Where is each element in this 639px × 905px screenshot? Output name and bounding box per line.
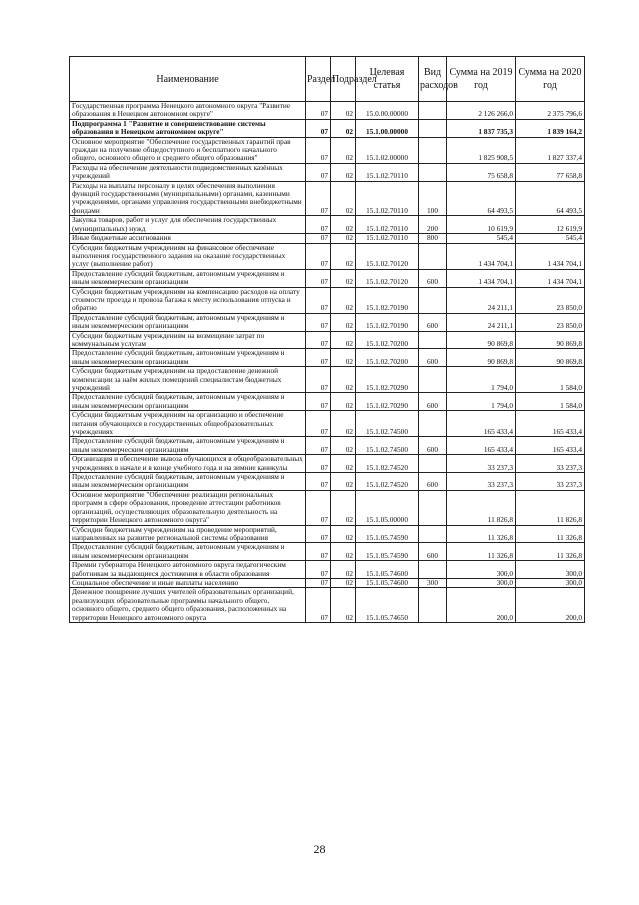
cell-name: Основное мероприятие "Обеспечение государственных гарантий прав граждан на получение общедоступного и бесплатного начального общего, основного общего и среднего общего образования" xyxy=(70,137,306,163)
table-row xyxy=(70,525,585,543)
cell-podrazdel: 02 xyxy=(331,102,356,120)
cell-sum-2020: 1 434 704,1 xyxy=(516,269,585,287)
cell-name: Предоставление субсидий бюджетным, автономным учреждениям и иным некоммерческим организациям xyxy=(70,349,306,367)
cell-podrazdel: 02 xyxy=(331,525,356,543)
cell-vid xyxy=(419,561,447,579)
cell-sum-2020: 90 869,8 xyxy=(516,349,585,367)
cell-vid xyxy=(419,588,447,623)
cell-sum-2019: 10 619,9 xyxy=(447,216,516,234)
cell-name: Предоставление субсидий бюджетным, автономным учреждениям и иным некоммерческим организациям xyxy=(70,543,306,561)
cell-target: 15.1.02.70200 xyxy=(356,331,419,349)
cell-razdel: 07 xyxy=(306,588,331,623)
cell-sum-2020: 33 237,3 xyxy=(516,455,585,473)
cell-target: 15.1.02.70120 xyxy=(356,243,419,269)
cell-name: Субсидии бюджетным учреждениям на финансовое обеспечение выполнения государственного задания на оказание государственных услуг (выполнение работ) xyxy=(70,243,306,269)
table-row xyxy=(70,163,585,181)
cell-name: Подпрограмма 1 "Развитие и совершенствование системы образования в Ненецком автономном округе" xyxy=(70,119,306,137)
cell-name: Расходы на выплаты персоналу в целях обеспечения выполнения функций государственными (муниципальными) органами, казенными учреждениями, органами управления государственными внебюджетными фондами xyxy=(70,181,306,216)
cell-razdel: 07 xyxy=(306,490,331,525)
cell-vid xyxy=(419,163,447,181)
cell-podrazdel: 02 xyxy=(331,119,356,137)
cell-target: 15.1.02.70190 xyxy=(356,287,419,313)
cell-target: 15.1.05.00000 xyxy=(356,490,419,525)
cell-target: 15.1.02.74500 xyxy=(356,411,419,437)
cell-vid xyxy=(419,287,447,313)
cell-sum-2019: 24 211,1 xyxy=(447,313,516,331)
cell-name: Предоставление субсидий бюджетным, автономным учреждениям и иным некоммерческим организациям xyxy=(70,473,306,491)
cell-podrazdel: 02 xyxy=(331,367,356,393)
cell-vid xyxy=(419,137,447,163)
table-row xyxy=(70,411,585,437)
cell-target: 15.1.02.70290 xyxy=(356,393,419,411)
cell-vid xyxy=(419,455,447,473)
table-row xyxy=(70,331,585,349)
cell-vid: 600 xyxy=(419,269,447,287)
cell-sum-2020: 545,4 xyxy=(516,234,585,243)
table-row xyxy=(70,137,585,163)
cell-vid: 800 xyxy=(419,234,447,243)
cell-name: Субсидии бюджетным учреждениям на организацию и обеспечение питания обучающихся в государственных общеобразовательных учреждениях xyxy=(70,411,306,437)
cell-razdel: 07 xyxy=(306,543,331,561)
cell-sum-2019: 75 658,8 xyxy=(447,163,516,181)
table-row xyxy=(70,181,585,216)
table-row xyxy=(70,102,585,120)
cell-sum-2020: 2 375 796,6 xyxy=(516,102,585,120)
cell-sum-2020: 64 493,5 xyxy=(516,181,585,216)
cell-target: 15.1.02.00000 xyxy=(356,137,419,163)
cell-razdel: 07 xyxy=(306,181,331,216)
cell-name: Предоставление субсидий бюджетным, автономным учреждениям и иным некоммерческим организациям xyxy=(70,269,306,287)
cell-razdel: 07 xyxy=(306,163,331,181)
cell-sum-2020: 300,0 xyxy=(516,561,585,579)
cell-name: Социальное обеспечение и иные выплаты населению xyxy=(70,578,306,587)
cell-name: Организация и обеспечение вывоза обучающихся в общеобразовательных учреждениях в начале и в конце учебного года и на зимние каникулы xyxy=(70,455,306,473)
table-row xyxy=(70,216,585,234)
table-row xyxy=(70,313,585,331)
table-row xyxy=(70,543,585,561)
cell-razdel: 07 xyxy=(306,216,331,234)
cell-razdel: 07 xyxy=(306,331,331,349)
table-row xyxy=(70,243,585,269)
cell-podrazdel: 02 xyxy=(331,137,356,163)
table-row xyxy=(70,287,585,313)
cell-sum-2019: 2 126 266,0 xyxy=(447,102,516,120)
budget-table xyxy=(69,56,585,623)
cell-razdel: 07 xyxy=(306,411,331,437)
cell-target: 15.1.00.00000 xyxy=(356,119,419,137)
cell-target: 15.1.05.74600 xyxy=(356,578,419,587)
cell-sum-2019: 1 434 704,1 xyxy=(447,243,516,269)
cell-vid: 600 xyxy=(419,473,447,491)
cell-sum-2020: 11 826,8 xyxy=(516,490,585,525)
header-sum-2020: Сумма на 2020 год xyxy=(516,57,585,102)
cell-razdel: 07 xyxy=(306,367,331,393)
cell-name: Субсидии бюджетным учреждениям на компенсацию расходов на оплату стоимости проезда и провоза багажа к месту использования отпуска и обратно xyxy=(70,287,306,313)
table-row xyxy=(70,119,585,137)
table-row xyxy=(70,561,585,579)
cell-name: Субсидии бюджетным учреждениям на проведение мероприятий, направленных на развитие региональной системы образования xyxy=(70,525,306,543)
table-row xyxy=(70,473,585,491)
cell-sum-2020: 23 850,0 xyxy=(516,287,585,313)
cell-sum-2020: 90 869,8 xyxy=(516,331,585,349)
cell-razdel: 07 xyxy=(306,234,331,243)
cell-sum-2020: 11 326,8 xyxy=(516,543,585,561)
cell-sum-2019: 1 825 908,5 xyxy=(447,137,516,163)
cell-sum-2020: 300,0 xyxy=(516,578,585,587)
cell-razdel: 07 xyxy=(306,137,331,163)
cell-sum-2019: 200,0 xyxy=(447,588,516,623)
cell-target: 15.1.02.74500 xyxy=(356,437,419,455)
header-name: Наименование xyxy=(70,57,306,102)
cell-sum-2020: 33 237,3 xyxy=(516,473,585,491)
cell-sum-2019: 1 434 704,1 xyxy=(447,269,516,287)
cell-podrazdel: 02 xyxy=(331,163,356,181)
cell-podrazdel: 02 xyxy=(331,269,356,287)
cell-vid xyxy=(419,367,447,393)
cell-vid: 100 xyxy=(419,181,447,216)
header-sum-2019: Сумма на 2019 год xyxy=(447,57,516,102)
cell-vid: 200 xyxy=(419,216,447,234)
cell-sum-2020: 165 433,4 xyxy=(516,411,585,437)
cell-razdel: 07 xyxy=(306,119,331,137)
table-row xyxy=(70,367,585,393)
cell-razdel: 07 xyxy=(306,561,331,579)
cell-podrazdel: 02 xyxy=(331,437,356,455)
cell-sum-2019: 165 433,4 xyxy=(447,411,516,437)
cell-sum-2020: 1 839 164,2 xyxy=(516,119,585,137)
cell-razdel: 07 xyxy=(306,287,331,313)
cell-podrazdel: 02 xyxy=(331,331,356,349)
cell-target: 15.1.05.74590 xyxy=(356,543,419,561)
cell-target: 15.1.05.74650 xyxy=(356,588,419,623)
cell-podrazdel: 02 xyxy=(331,473,356,491)
cell-vid xyxy=(419,490,447,525)
cell-name: Расходы на обеспечение деятельности подведомственных казённых учреждений xyxy=(70,163,306,181)
cell-sum-2019: 90 869,8 xyxy=(447,349,516,367)
cell-vid xyxy=(419,525,447,543)
cell-target: 15.1.02.74520 xyxy=(356,455,419,473)
cell-podrazdel: 02 xyxy=(331,243,356,269)
cell-sum-2019: 300,0 xyxy=(447,561,516,579)
cell-target: 15.1.02.70200 xyxy=(356,349,419,367)
cell-sum-2019: 11 326,8 xyxy=(447,543,516,561)
cell-name: Иные бюджетные ассигнования xyxy=(70,234,306,243)
cell-podrazdel: 02 xyxy=(331,349,356,367)
cell-podrazdel: 02 xyxy=(331,287,356,313)
cell-sum-2019: 11 826,8 xyxy=(447,490,516,525)
cell-sum-2019: 1 794,0 xyxy=(447,393,516,411)
cell-razdel: 07 xyxy=(306,269,331,287)
cell-name: Премии губернатора Ненецкого автономного округа педагогическим работникам за выдающиеся достижения в области образования xyxy=(70,561,306,579)
cell-razdel: 07 xyxy=(306,525,331,543)
cell-target: 15.1.05.74600 xyxy=(356,561,419,579)
header-vid: Вид расходов xyxy=(419,57,447,102)
cell-name: Субсидии бюджетным учреждениям на возмещение затрат по коммунальным услугам xyxy=(70,331,306,349)
cell-sum-2019: 545,4 xyxy=(447,234,516,243)
cell-vid xyxy=(419,331,447,349)
cell-razdel: 07 xyxy=(306,102,331,120)
table-row xyxy=(70,269,585,287)
cell-sum-2019: 64 493,5 xyxy=(447,181,516,216)
cell-sum-2020: 165 433,4 xyxy=(516,437,585,455)
cell-sum-2019: 90 869,8 xyxy=(447,331,516,349)
cell-target: 15.1.02.70110 xyxy=(356,181,419,216)
cell-vid xyxy=(419,243,447,269)
cell-sum-2019: 1 794,0 xyxy=(447,367,516,393)
cell-sum-2020: 11 326,8 xyxy=(516,525,585,543)
cell-target: 15.1.02.70290 xyxy=(356,367,419,393)
header-podrazdel: Подраздел xyxy=(331,57,356,102)
cell-name: Предоставление субсидий бюджетным, автономным учреждениям и иным некоммерческим организациям xyxy=(70,313,306,331)
cell-podrazdel: 02 xyxy=(331,313,356,331)
page-number: 28 xyxy=(313,842,326,856)
cell-sum-2020: 1 827 337,4 xyxy=(516,137,585,163)
cell-sum-2019: 33 237,3 xyxy=(447,473,516,491)
cell-podrazdel: 02 xyxy=(331,411,356,437)
cell-podrazdel: 02 xyxy=(331,561,356,579)
cell-podrazdel: 02 xyxy=(331,490,356,525)
cell-target: 15.1.02.70110 xyxy=(356,234,419,243)
cell-sum-2019: 33 237,3 xyxy=(447,455,516,473)
cell-podrazdel: 02 xyxy=(331,588,356,623)
cell-razdel: 07 xyxy=(306,349,331,367)
cell-podrazdel: 02 xyxy=(331,216,356,234)
table-row xyxy=(70,393,585,411)
cell-sum-2019: 300,0 xyxy=(447,578,516,587)
table-row xyxy=(70,437,585,455)
cell-vid: 600 xyxy=(419,313,447,331)
cell-sum-2020: 1 584,0 xyxy=(516,393,585,411)
cell-name: Основное мероприятие "Обеспечение реализации региональных программ в сфере образования, проведение аттестации работников организаций, осуществляющих образовательную деятельность на территории Ненецкого автономного округа" xyxy=(70,490,306,525)
cell-podrazdel: 02 xyxy=(331,455,356,473)
cell-sum-2020: 77 658,8 xyxy=(516,163,585,181)
cell-razdel: 07 xyxy=(306,393,331,411)
cell-vid: 600 xyxy=(419,393,447,411)
cell-razdel: 07 xyxy=(306,243,331,269)
cell-target: 15.0.00.00000 xyxy=(356,102,419,120)
header-razdel: Раздел xyxy=(306,57,331,102)
cell-sum-2019: 24 211,1 xyxy=(447,287,516,313)
cell-razdel: 07 xyxy=(306,578,331,587)
cell-sum-2020: 23 850,0 xyxy=(516,313,585,331)
cell-sum-2019: 1 837 735,3 xyxy=(447,119,516,137)
cell-target: 15.1.02.74520 xyxy=(356,473,419,491)
table-row xyxy=(70,455,585,473)
cell-razdel: 07 xyxy=(306,437,331,455)
cell-sum-2019: 165 433,4 xyxy=(447,437,516,455)
cell-podrazdel: 02 xyxy=(331,181,356,216)
cell-vid xyxy=(419,119,447,137)
cell-podrazdel: 02 xyxy=(331,543,356,561)
cell-sum-2020: 12 619,9 xyxy=(516,216,585,234)
cell-name: Закупка товаров, работ и услуг для обеспечения государственных (муниципальных) нужд xyxy=(70,216,306,234)
cell-target: 15.1.02.70110 xyxy=(356,216,419,234)
table-row xyxy=(70,349,585,367)
cell-vid xyxy=(419,411,447,437)
cell-razdel: 07 xyxy=(306,473,331,491)
cell-target: 15.1.02.70110 xyxy=(356,163,419,181)
cell-target: 15.1.05.74590 xyxy=(356,525,419,543)
table-header-row xyxy=(70,57,585,102)
cell-name: Предоставление субсидий бюджетным, автономным учреждениям и иным некоммерческим организациям xyxy=(70,437,306,455)
cell-vid: 600 xyxy=(419,543,447,561)
header-target: Целевая статья xyxy=(356,57,419,102)
table-row xyxy=(70,588,585,623)
table-body xyxy=(70,102,585,623)
cell-target: 15.1.02.70190 xyxy=(356,313,419,331)
cell-sum-2020: 1 434 704,1 xyxy=(516,243,585,269)
cell-sum-2020: 200,0 xyxy=(516,588,585,623)
table-row xyxy=(70,490,585,525)
cell-name: Государственная программа Ненецкого автономного округа "Развитие образования в Ненецком автономном округе" xyxy=(70,102,306,120)
cell-podrazdel: 02 xyxy=(331,234,356,243)
cell-podrazdel: 02 xyxy=(331,393,356,411)
cell-name: Денежное поощрение лучших учителей образовательных организаций, реализующих образовательные программы начального общего, основного общего, среднего общего образования, расположенных на территории Ненецкого автономного округа xyxy=(70,588,306,623)
table-row xyxy=(70,234,585,243)
cell-name: Предоставление субсидий бюджетным, автономным учреждениям и иным некоммерческим организациям xyxy=(70,393,306,411)
cell-podrazdel: 02 xyxy=(331,578,356,587)
cell-vid: 300 xyxy=(419,578,447,587)
cell-vid: 600 xyxy=(419,349,447,367)
cell-sum-2019: 11 326,8 xyxy=(447,525,516,543)
cell-sum-2020: 1 584,0 xyxy=(516,367,585,393)
cell-name: Субсидии бюджетным учреждениям на предоставление денежной компенсации за наём жилых помещений специалистам бюджетных учреждений xyxy=(70,367,306,393)
cell-vid xyxy=(419,102,447,120)
cell-razdel: 07 xyxy=(306,313,331,331)
cell-vid: 600 xyxy=(419,437,447,455)
cell-razdel: 07 xyxy=(306,455,331,473)
cell-target: 15.1.02.70120 xyxy=(356,269,419,287)
